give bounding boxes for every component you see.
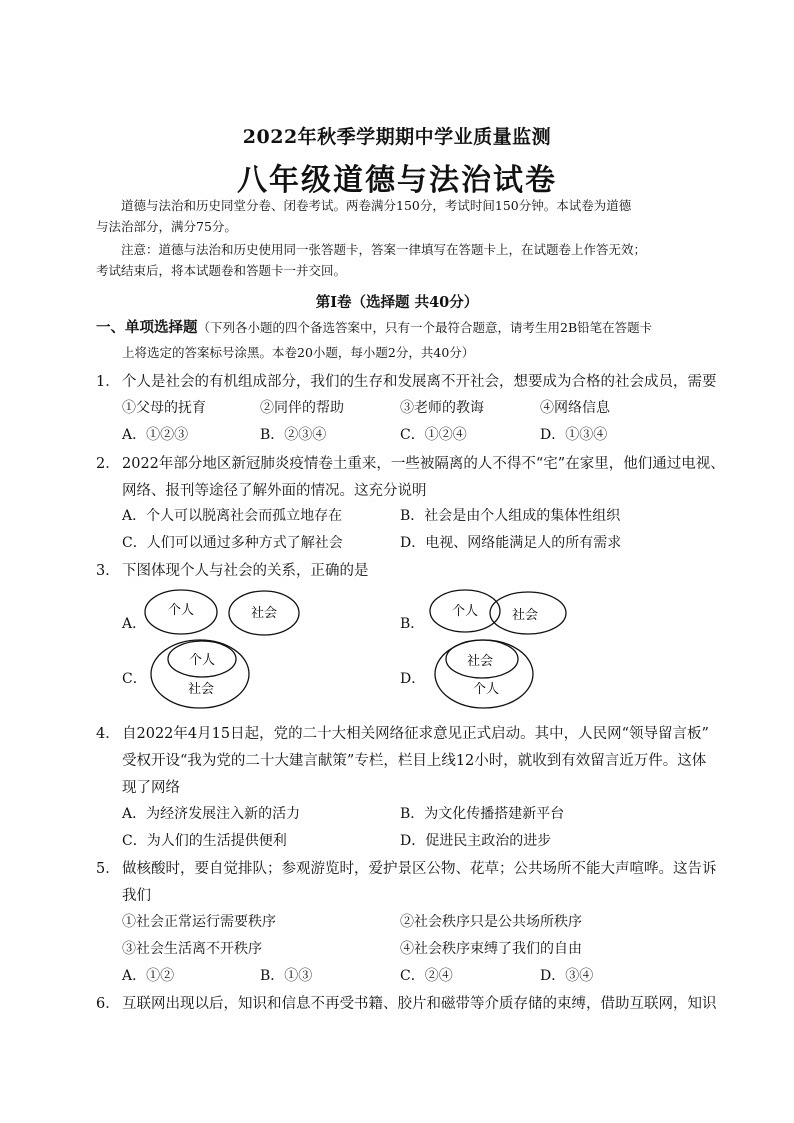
q6-stem: 互联网出现以后，知识和信息不再受书籍、胶片和磁带等介质存储的束缚，借助互联网，知识 <box>122 996 717 1012</box>
q4-option-d[interactable]: D．促进民主政治的进步 <box>400 833 552 849</box>
q5-stem-cont: 我们 <box>122 888 151 904</box>
q5-item: ②社会秩序只是公共场所秩序 <box>400 914 582 930</box>
intro-line: 考试结束后，将本试题卷和答题卡一并交回。 <box>96 263 347 278</box>
part1-heading: 第Ⅰ卷（选择题 共40分） <box>315 294 479 311</box>
q3-b-label-person: 个人 <box>451 604 479 619</box>
q3-option-a-letter[interactable]: A． <box>122 616 147 632</box>
intro-line: 注意：道德与法治和历史使用同一张答题卡，答案一律填写在答题卡上，在试题卷上作答无效； <box>121 242 647 257</box>
q2-option-c[interactable]: C．人们可以通过多种方式了解社会 <box>122 535 343 551</box>
q2-option-d[interactable]: D．电视、网络能满足人的所有需求 <box>400 535 622 551</box>
q3-b-label-society: 社会 <box>511 608 539 623</box>
q4-option-a[interactable]: A．为经济发展注入新的活力 <box>122 806 301 822</box>
q3-d-label-person: 个人 <box>472 682 500 697</box>
intro-line: 与法治部分，满分75分。 <box>96 219 237 234</box>
q1-option-c[interactable]: C．①②④ <box>400 427 467 443</box>
q2-option-b[interactable]: B．社会是由个人组成的集体性组织 <box>400 508 621 524</box>
q1-item: ③老师的教诲 <box>400 400 484 416</box>
q3-a-label-person: 个人 <box>167 603 195 618</box>
section-note-cont: 上将选定的答案标号涂黑。本卷20小题，每小题2分，共40分） <box>122 345 475 360</box>
q1-item: ①父母的抚育 <box>122 400 206 416</box>
q2-number: 2． <box>96 456 120 472</box>
q4-option-c[interactable]: C．为人们的生活提供便利 <box>122 833 287 849</box>
section-label: 一、单项选择题 <box>96 319 198 336</box>
q3-diagram-d[interactable] <box>430 636 540 712</box>
q5-item: ①社会正常运行需要秩序 <box>122 914 276 930</box>
q1-option-b[interactable]: B．②③④ <box>260 427 327 443</box>
q1-number: 1． <box>96 374 120 390</box>
intro-paragraph-2 <box>96 239 706 281</box>
q1-option-d[interactable]: D．①③④ <box>540 427 608 443</box>
q5-option-a[interactable]: A．①② <box>122 968 175 984</box>
q3-option-d-letter[interactable]: D． <box>400 671 426 687</box>
q5-number: 5． <box>96 861 120 877</box>
intro-paragraph-1 <box>96 195 706 237</box>
q3-diagram-c[interactable] <box>145 636 255 712</box>
section-instructions <box>96 316 652 337</box>
q5-item: ④社会秩序束缚了我们的自由 <box>400 941 582 957</box>
q4-number: 4． <box>96 726 120 742</box>
q3-option-b-letter[interactable]: B． <box>400 616 425 632</box>
q3-a-label-society: 社会 <box>250 606 278 621</box>
q1-stem: 个人是社会的有机组成部分，我们的生存和发展离不开社会，想要成为合格的社会成员，需要 <box>122 374 717 390</box>
q4-stem-cont: 受权开设“我为党的二十大建言献策”专栏，栏目上线12小时，就收到有效留言近万件。这体 <box>122 753 707 769</box>
q2-stem-cont: 网络、报刊等途径了解外面的情况。这充分说明 <box>122 483 427 499</box>
exam-subtitle: 八年级道德与法治试卷 <box>237 163 557 198</box>
q3-stem: 下图体现个人与社会的关系，正确的是 <box>122 563 369 579</box>
q4-stem: 自2022年4月15日起，党的二十大相关网络征求意见正式启动。其中，人民网“领导留言板” <box>122 726 709 742</box>
q5-stem: 做核酸时，要自觉排队；参观游览时，爱护景区公物、花草；公共场所不能大声喧哗。这告诉 <box>122 861 717 877</box>
q1-item: ④网络信息 <box>540 400 610 416</box>
section-note: （下列各小题的四个备选答案中，只有一个最符合题意，请考生用2B铅笔在答题卡 <box>197 320 653 335</box>
q3-diagram-b[interactable] <box>425 588 575 638</box>
intro-line: 道德与法治和历史同堂分卷、闭卷考试。两卷满分150分，考试时间150分钟。本试卷为道德 <box>121 198 632 213</box>
q3-c-label-society: 社会 <box>187 682 215 697</box>
q5-option-d[interactable]: D．③④ <box>540 968 594 984</box>
q4-option-b[interactable]: B．为文化传播搭建新平台 <box>400 806 565 822</box>
q4-stem-cont: 现了网络 <box>122 780 180 796</box>
q2-stem: 2022年部分地区新冠肺炎疫情卷土重来，一些被隔离的人不得不“宅”在家里，他们通过电视、 <box>122 456 725 472</box>
q5-option-c[interactable]: C．②④ <box>400 968 453 984</box>
q1-item: ②同伴的帮助 <box>260 400 344 416</box>
q1-option-a[interactable]: A．①②③ <box>122 427 189 443</box>
q3-number: 3． <box>96 563 120 579</box>
q2-option-a[interactable]: A．个人可以脱离社会而孤立地存在 <box>122 508 343 524</box>
q3-option-c-letter[interactable]: C． <box>122 671 147 687</box>
q5-option-b[interactable]: B．①③ <box>260 968 313 984</box>
q6-number: 6． <box>96 996 120 1012</box>
exam-title: 2022年秋季学期期中学业质量监测 <box>242 126 552 148</box>
q5-item: ③社会生活离不开秩序 <box>122 941 262 957</box>
q3-c-label-person: 个人 <box>188 653 216 668</box>
q3-d-label-society: 社会 <box>466 654 494 669</box>
